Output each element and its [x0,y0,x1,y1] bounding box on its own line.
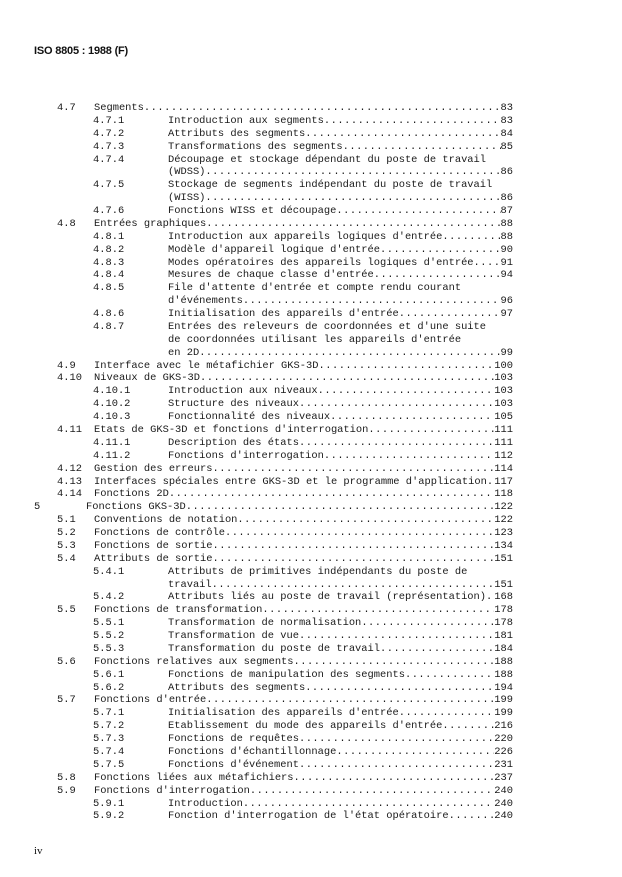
toc-entry-number: 4.10.3 [93,411,131,424]
toc-leader-dots [442,720,494,733]
toc-entry-number: 5.6 [57,655,76,668]
toc-entry-page: 216 [494,720,513,733]
toc-entry [94,463,513,476]
toc-leader-dots [324,115,501,128]
toc-entry [168,269,513,282]
toc-entry [168,707,513,720]
toc-entry-page: 94 [500,269,513,282]
toc-entry [168,398,513,411]
toc-entry-title: Fonctions de requêtes [168,733,299,746]
toc-entry-title: Introduction aux segments [168,114,324,127]
toc-leader-dots [169,488,494,501]
toc-entry-title: de coordonnées utilisant les appareils d'entrée [168,333,462,346]
toc-entry-page: 103 [494,372,513,385]
toc-entry-page: 199 [494,694,513,707]
toc-entry-number: 5.4 [57,552,76,565]
toc-entry-title: Transformations des segments [168,140,343,153]
toc-entry-number: 5.4.1 [93,565,125,578]
toc-entry-number: 5.9.1 [93,797,125,810]
toc-entry-title: Modèle d'appareil logique d'entrée [168,243,381,256]
toc-entry [94,553,513,566]
toc-leader-dots [318,360,494,373]
toc-entry-number: 4.14 [57,488,82,501]
toc-entry [168,166,513,179]
toc-entry-number: 4.11.1 [93,436,131,449]
toc-entry-title: Entrées graphiques [94,217,207,230]
toc-entry-title: Fonctions de sortie [94,539,213,552]
toc-entry-page: 240 [494,797,513,810]
toc-leader-dots [474,257,501,270]
toc-entry-number: 4.8.5 [93,282,125,295]
document-header: ISO 8805 : 1988 (F) [34,45,129,57]
toc-entry [94,694,513,707]
toc-leader-dots [336,746,494,759]
toc-entry-page: 123 [494,527,513,540]
toc-entry-title: Introduction aux niveaux [168,385,318,398]
toc-entry-title: Fonctions WISS et découpage [168,205,337,218]
toc-entry-page: 99 [500,346,513,359]
toc-entry-number: 4.8.3 [93,256,125,269]
toc-entry [94,527,513,540]
toc-leader-dots [186,501,495,514]
toc-entry-page: 111 [494,424,513,436]
toc-entry [94,372,513,385]
toc-entry-page: 151 [494,552,513,565]
toc-entry-title: Transformation de normalisation [168,617,362,630]
toc-entry-page: 181 [494,630,513,643]
toc-leader-dots [368,424,494,437]
toc-entry-title: Entrées des releveurs de coordonnées et d'une suite [168,320,487,333]
toc-leader-dots [212,540,494,553]
toc-entry-page: 237 [494,771,513,784]
toc-entry [168,450,513,463]
toc-entry-number: 5.7 [57,694,76,707]
toc-entry [168,128,513,141]
toc-entry-page: 87 [500,205,513,218]
toc-entry-number: 4.8.1 [93,230,125,243]
toc-entry [94,656,513,669]
toc-entry-number: 4.7.5 [93,179,125,192]
toc-entry-title: Fonctions de contrôle [94,527,225,540]
toc-entry-title: Modes opératoires des appareils logiques d'entrée [168,256,474,269]
toc-entry-line [168,334,513,347]
toc-entry-title: Introduction [168,797,243,810]
toc-entry-title: Introduction aux appareils logiques d'entrée [168,230,443,243]
toc-entry-number: 4.8.6 [93,308,125,321]
toc-entry-title: Fonctions d'événement [168,758,299,771]
toc-entry-page: 83 [500,102,513,114]
toc-entry-number: 5.8 [57,771,76,784]
toc-leader-dots [380,643,494,656]
toc-entry-title: Mesures de chaque classe d'entrée [168,269,374,282]
toc-entry [168,810,513,823]
toc-entry-number: 5.1 [57,514,76,527]
toc-entry-number: 5.5 [57,604,76,617]
toc-entry-page: 112 [494,449,513,462]
toc-leader-dots [212,463,494,476]
toc-entry [168,231,513,244]
toc-entry-title: Transformation de vue [168,630,299,643]
toc-leader-dots [237,514,494,527]
toc-entry-number: 5.9 [57,784,76,797]
toc-leader-dots [206,694,494,707]
toc-entry-title: Attributs de primitives indépendants du poste de [168,565,468,578]
toc-leader-dots [487,476,494,489]
toc-entry-number: 5.4.2 [93,591,125,604]
toc-entry-number: 4.8.2 [93,243,125,256]
toc-leader-dots [442,231,500,244]
toc-leader-dots [399,707,495,720]
toc-entry-title: travail [168,578,212,591]
toc-entry-number: 5.7.4 [93,746,125,758]
toc-entry [94,772,513,785]
toc-entry [94,514,513,527]
toc-entry-page: 194 [494,681,513,694]
toc-entry [94,360,513,373]
toc-entry-page: 178 [494,617,513,630]
toc-entry-page: 168 [494,591,513,604]
toc-entry-title: Stockage de segments indépendant du poste de travail [168,179,493,192]
toc-entry-title: en 2D [168,346,200,359]
toc-leader-dots [205,166,500,179]
toc-entry-number: 5.7.2 [93,720,125,733]
toc-entry-title: Fonctions d'interrogation [168,449,324,462]
toc-leader-dots [212,553,494,566]
toc-entry-number: 5.6.1 [93,668,125,681]
toc-leader-dots [380,244,501,257]
toc-entry-number: 5.3 [57,539,76,552]
toc-entry-title: Niveaux de GKS-3D [94,372,201,385]
toc-entry-title: Fonctions relatives aux segments [94,655,294,668]
toc-leader-dots [336,205,500,218]
toc-entry-title: Initialisation des appareils d'entrée [168,707,399,720]
toc-leader-dots [305,682,494,695]
toc-leader-dots [299,437,494,450]
toc-entry-number: 5.2 [57,527,76,540]
toc-entry [168,682,513,695]
toc-entry-number: 4.8 [57,217,76,230]
toc-entry [168,205,513,218]
page-number: iv [34,845,43,857]
toc-entry-page: 97 [500,308,513,321]
toc-leader-dots [205,192,500,205]
toc-entry-page: 85 [500,140,513,153]
toc-entry-line [168,321,513,334]
toc-leader-dots [294,772,495,785]
toc-entry-title: (WISS) [168,192,206,205]
toc-entry-number: 4.7.3 [93,140,125,153]
toc-entry-number: 4.11.2 [93,449,131,462]
toc-entry [168,720,513,733]
toc-entry-page: 151 [494,578,513,591]
toc-entry-number: 4.7.6 [93,205,125,218]
toc-leader-dots [262,604,494,617]
toc-entry-page: 117 [494,475,513,488]
toc-entry-number: 5.5.2 [93,630,125,643]
toc-entry [168,308,513,321]
toc-leader-dots [144,102,501,115]
toc-leader-dots [199,347,500,360]
toc-entry-page: 114 [494,462,513,475]
toc-entry [94,218,513,231]
toc-entry-title: Fonctions de transformation [94,604,263,617]
toc-entry-page: 105 [494,411,513,424]
toc-leader-dots [361,617,494,630]
toc-entry-page: 118 [494,488,513,501]
toc-leader-dots [330,411,494,424]
toc-entry-number: 5.5.3 [93,642,125,655]
toc-entry [168,669,513,682]
toc-entry [168,192,513,205]
toc-leader-dots [318,385,495,398]
toc-entry-title: Interface avec le métafichier GKS-3D [94,359,319,372]
toc-entry-title: Fonctions 2D [94,488,169,501]
toc-entry-number: 5.7.5 [93,758,125,771]
toc-entry-title: Interfaces spéciales entre GKS-3D et le programme d'application [94,475,487,488]
toc-leader-dots [299,630,494,643]
toc-leader-dots [343,141,501,154]
toc-leader-dots [243,798,494,811]
toc-leader-dots [250,785,494,798]
toc-entry [168,115,513,128]
toc-leader-dots [225,527,494,540]
toc-entry-title: Fonctions d'entrée [94,694,207,707]
toc-entry-title: File d'attente d'entrée et compte rendu courant [168,282,462,295]
toc-entry-number: 4.9 [57,359,76,372]
toc-leader-dots [399,308,501,321]
toc-entry [168,244,513,257]
toc-entry-page: 96 [500,295,513,308]
toc-entry-title: Etats de GKS-3D et fonctions d'interrogation [94,424,369,436]
toc-entry-page: 188 [494,655,513,668]
toc-entry [86,501,513,514]
toc-leader-dots [305,128,500,141]
toc-entry-page: 83 [500,114,513,127]
toc-entry-title: Attributs des segments [168,127,306,140]
toc-entry-title: Fonctions GKS-3D [86,501,186,514]
toc-entry [168,347,513,360]
toc-entry [168,759,513,772]
toc-entry-title: Fonctions liées aux métafichiers [94,771,294,784]
toc-entry-number: 4.8.7 [93,320,125,333]
toc-entry [168,411,513,424]
toc-entry-number: 4.7 [57,102,76,114]
toc-entry [94,102,513,115]
toc-entry-page: 240 [494,810,513,823]
toc-entry [168,141,513,154]
toc-entry-number: 5.5.1 [93,617,125,630]
toc-entry-number: 5.9.2 [93,810,125,823]
toc-entry-line [168,179,513,192]
toc-entry-page: 134 [494,539,513,552]
toc-entry-page: 103 [494,385,513,398]
toc-entry-number: 4.10.1 [93,385,131,398]
toc-entry-number: 4.12 [57,462,82,475]
toc-entry-page: 90 [500,243,513,256]
toc-entry [168,746,513,759]
toc-entry-number: 4.7.1 [93,114,125,127]
toc-entry-number: 5.7.3 [93,733,125,746]
toc-entry-title: Gestion des erreurs [94,462,213,475]
toc-entry-title: (WDSS) [168,166,206,179]
toc-entry [94,604,513,617]
toc-leader-dots [200,372,494,385]
toc-entry-page: 240 [494,784,513,797]
toc-entry [168,733,513,746]
toc-leader-dots [206,218,500,231]
toc-entry [94,785,513,798]
toc-entry-page: 178 [494,604,513,617]
toc-entry [168,257,513,270]
toc-entry-title: Découpage et stockage dépendant du poste de travail [168,153,487,166]
toc-entry-number: 4.10.2 [93,398,131,411]
toc-entry-page: 88 [500,230,513,243]
toc-entry-page: 184 [494,642,513,655]
toc-entry-number: 4.11 [57,424,82,436]
toc-entry-page: 122 [494,501,513,514]
toc-entry-number: 5 [34,501,41,514]
toc-entry-title: Fonctions d'interrogation [94,784,250,797]
toc-entry [94,476,513,489]
toc-entry-page: 231 [494,758,513,771]
toc-leader-dots [374,269,501,282]
toc-entry-page: 220 [494,733,513,746]
toc-entry-title: Transformation du poste de travail [168,642,381,655]
toc-entry-page: 111 [494,436,513,449]
toc-leader-dots [212,579,495,592]
toc-entry [168,579,513,592]
toc-entry-number: 4.13 [57,475,82,488]
toc-entry-page: 86 [500,192,513,205]
toc-entry [168,798,513,811]
toc-entry [168,591,513,604]
toc-entry-title: Fonctionnalité des niveaux [168,411,331,424]
toc-entry-title: Segments [94,102,144,114]
toc-entry [94,488,513,501]
toc-leader-dots [299,759,494,772]
toc-entry-page: 188 [494,668,513,681]
toc-entry-title: Etablissement du mode des appareils d'entrée [168,720,443,733]
toc-entry [94,424,513,437]
toc-entry-page: 226 [494,746,513,758]
toc-leader-dots [294,656,495,669]
toc-entry [168,617,513,630]
toc-entry-number: 5.7.1 [93,707,125,720]
toc-entry-title: Fonctions d'échantillonnage [168,746,337,758]
toc-leader-dots [449,810,495,823]
toc-entry-page: 86 [500,166,513,179]
toc-entry-line [168,154,513,167]
toc-entry-page: 91 [500,256,513,269]
toc-entry [168,437,513,450]
toc-leader-dots [486,591,494,604]
toc-leader-dots [299,733,494,746]
toc-entry [168,643,513,656]
toc-entry-page: 84 [500,127,513,140]
toc-entry-number: 4.7.2 [93,127,125,140]
toc-entry-title: Conventions de notation [94,514,238,527]
toc-entry-line [168,566,513,579]
toc-entry-page: 122 [494,514,513,527]
toc-entry-title: Attributs liés au poste de travail (représentation) [168,591,487,604]
toc-leader-dots [299,398,494,411]
toc-entry-title: d'événements [168,295,243,308]
toc-entry-number: 4.10 [57,372,82,385]
toc-entry-title: Structure des niveaux [168,398,299,411]
toc-entry-number: 5.6.2 [93,681,125,694]
toc-leader-dots [324,450,494,463]
toc-entry-number: 4.7.4 [93,153,125,166]
toc-entry [168,630,513,643]
toc-entry-number: 4.8.4 [93,269,125,282]
toc-entry [168,295,513,308]
toc-entry [168,385,513,398]
toc-entry-title: Fonction d'interrogation de l'état opératoire [168,810,449,823]
toc-entry-page: 88 [500,217,513,230]
toc-entry-page: 100 [494,359,513,372]
toc-entry-title: Attributs des segments [168,681,306,694]
toc-leader-dots [405,669,494,682]
toc-entry-page: 199 [494,707,513,720]
toc-leader-dots [243,295,501,308]
toc-entry-title: Description des états [168,436,299,449]
toc-entry-title: Attributs de sortie [94,552,213,565]
toc-entry-line [168,282,513,295]
toc-entry-page: 103 [494,398,513,411]
toc-entry [94,540,513,553]
toc-entry-title: Fonctions de manipulation des segments [168,668,405,681]
toc-entry-title: Initialisation des appareils d'entrée [168,308,399,321]
